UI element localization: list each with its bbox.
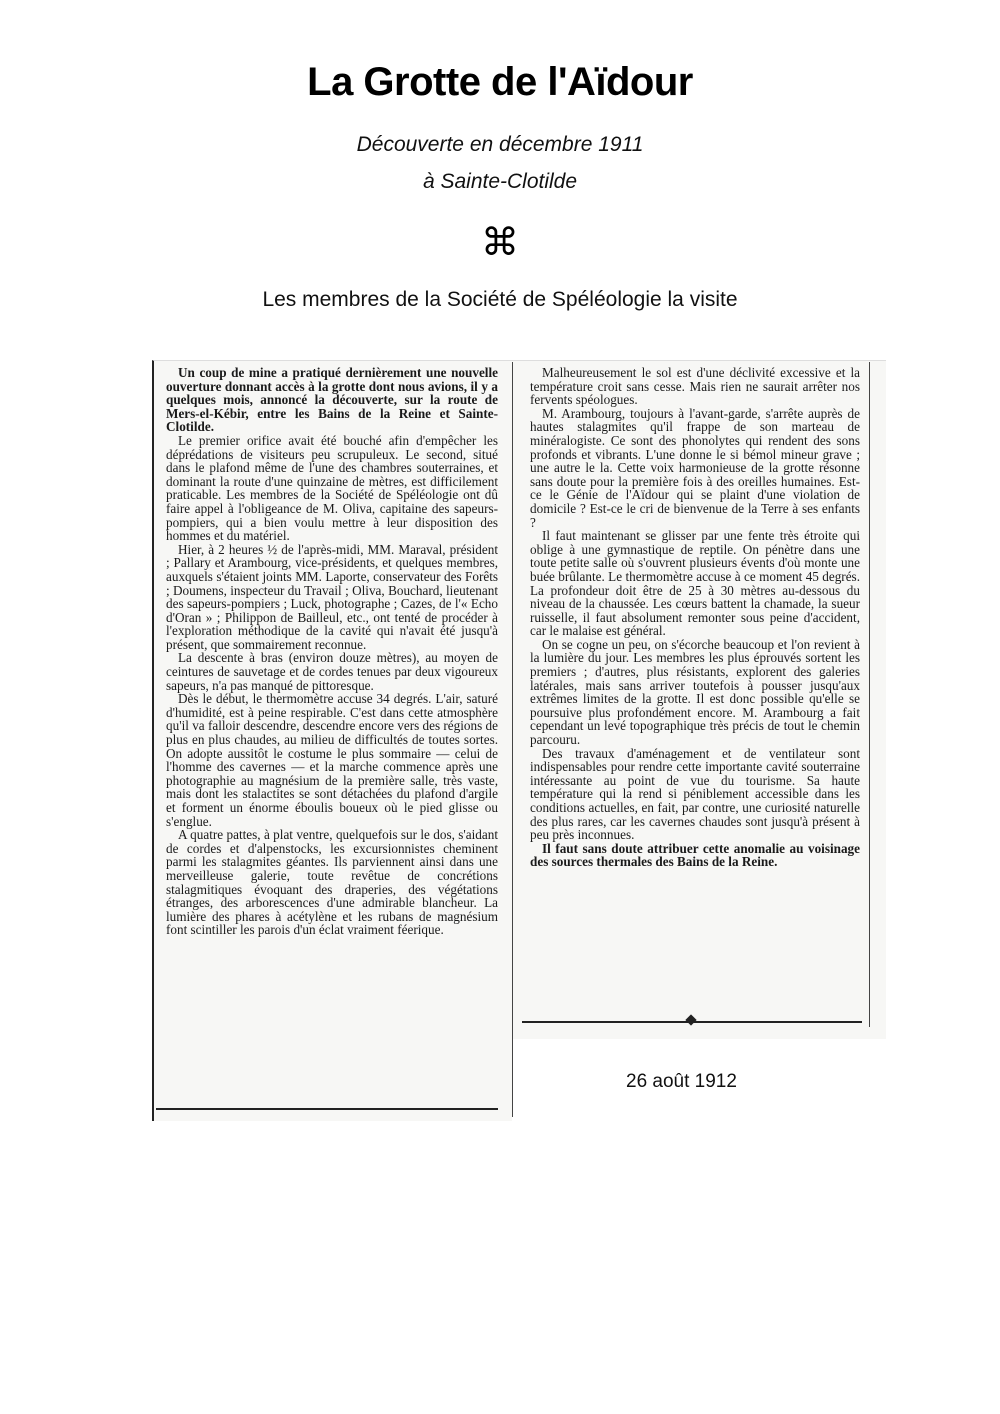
paragraph: Hier, à 2 heures ½ de l'après-midi, MM. Maraval, président ; Pallary et Arambourg, vice-présidents, et quelques membres, auxquels s'étaient joints MM. Laporte, conservateur des Forêts ; Doumens, inspecteur du Travail ; Oliva, Bouchard, lieutenant des sapeurs-pompiers ; Luck, photographe ; Cazes, de l'« Echo d'Oran » ; Philippon de Bailleul, etc., ont tenté de procéder à l'exploration méthodique de la cavité qui n'avait été jusqu'à présent, que sommairement reconnue. <box>166 541 498 652</box>
article-column-left <box>166 366 498 937</box>
subtitle-discovery-date: Découverte en décembre 1911 <box>356 133 644 156</box>
publication-date: 26 août 1912 <box>626 1071 737 1092</box>
column-end-rule <box>156 1108 498 1110</box>
subtitle-location: à Sainte-Clotilde <box>422 170 578 193</box>
paragraph: M. Arambourg, toujours à l'avant-garde, s'arrête auprès de hautes stalagmites qu'il frappe de son marteau de minéralogiste. Ce sont des phonolytes qui rendent des sons profonds et vibrants. L'une donne le si bémol mineur grave ; une autre le la. Cette voix harmonieuse de la grotte résonne sans doute pour la première fois à des oreilles humaines. Est-ce le Génie de l'Aïdour qui se plaint d'une violation de domicile ? Est-ce le cri de bienvenue de la Terre à ses enfants ? <box>530 405 860 530</box>
right-border <box>869 362 870 1027</box>
paragraph: Dès le début, le thermomètre accuse 34 degrés. L'air, saturé d'humidité, est à peine respirable. C'est dans cette atmosphère qu'il va falloir descendre, descendre encore vers des régions de plus en plus chaudes, au milieu de difficultés de toutes sortes. On adopte aussitôt le costume le plus sommaire — celui de l'homme des cavernes — et la marche commence après une photographie au magnésium de la première salle, très vaste, mais dont les stalactites se sont détachées du plafond d'argile et forment un énorme éboulis boueux où le pied glisse ou s'englue. <box>166 691 498 829</box>
paragraph: Le premier orifice avait été bouché afin d'empêcher les déprédations de visiteurs peu scrupuleux. Le second, situé dans le plafond même de l'une des chambres souterraines, et dominant la route d'une quinzaine de mètres, est difficilement praticable. Les membres de la Société de Spéléologie ont dû faire appel à l'obligeance de M. Oliva, capitaine des sapeurs-pompiers, qui a bien voulu mettre à leur disposition des hommes et du matériel. <box>166 432 498 544</box>
article-column-right <box>530 366 860 869</box>
intro-heading: Les membres de la Société de Spéléologie la visite <box>262 288 738 311</box>
paragraph: On se cogne un peu, on s'écorche beaucoup et l'on revient à la lumière du jour. Les membres les plus éprouvés sortent les premiers ; d'autres, plus résistants, explorent des galeries latérales, mais sans arriver toutefois à pousser jusqu'aux extrêmes limites de la grotte. Il est donc possible qu'elle se poursuive plus profondément encore. M. Arambourg a fait cependant un levé topographique très précis de tout le chemin parcouru. <box>530 636 860 748</box>
paragraph: Malheureusement le sol est d'une déclivité excessive et la température croit sans cesse. Mais rien ne saurait arrêter nos fervents spéologues. <box>530 365 860 408</box>
paragraph: Il faut maintenant se glisser par une fente très étroite qui oblige à une gymnastique de reptile. On pénètre dans une toute petite salle où s'ouvrent plusieurs évents d'où monte une buée brûlante. Le thermomètre accuse à ce moment 45 degrés. La profondeur doit être de 25 à 30 mètres au-dessous du niveau de la chaussée. Les cœurs battent la chamade, la sueur ruisselle, il faut absolument remonter sous peine d'accident, car le malaise est général. <box>530 528 860 639</box>
ornament-icon: ⌘ <box>481 220 519 264</box>
document-title: La Grotte de l'Aïdour <box>307 60 693 104</box>
paragraph: Un coup de mine a pratiqué dernièrement une nouvelle ouverture donnant accès à la grotte dont nous avions, il y a quelques mois, annoncé la découverte, sur la route de Mers-el-Kébir, entre les Bains de la Reine et Sainte-Clotilde. <box>166 365 498 435</box>
paragraph: A quatre pattes, à plat ventre, quelquefois sur le dos, s'aidant de cordes et d'alpenstocks, les excursionnistes cheminent parmi les stalagmites géantes. Ils parviennent ainsi dans une merveilleuse galerie, toute revêtue de concrétions stalagmitiques évoquant des draperies, des végétations étranges, des arborescences d'une admirable blancheur. La lumière des phares à acétylène et les rubans de magnésium font scintiller les parois d'un éclat vraiment féerique. <box>166 827 498 938</box>
column-divider <box>512 362 513 1117</box>
paragraph: Des travaux d'aménagement et de ventilateur sont indispensables pour rendre cette importante cavité souterraine intéressante au point de vue du tourisme. Sa haute température qui la rend si péniblement accessible dans les conditions actuelles, en fait, par contre, une curiosité naturelle des plus rares, car les cavernes chaudes sont jusqu'à présent à peu près inconnues. <box>530 745 860 843</box>
paragraph: Il faut sans doute attribuer cette anomalie au voisinage des sources thermales des Bains de la Reine. <box>530 840 860 870</box>
paragraph: La descente à bras (environ douze mètres), au moyen de ceintures de sauvetage et de cordes tenues par deux vigoureux sapeurs, n'a pas manqué de pittoresque. <box>166 650 498 693</box>
